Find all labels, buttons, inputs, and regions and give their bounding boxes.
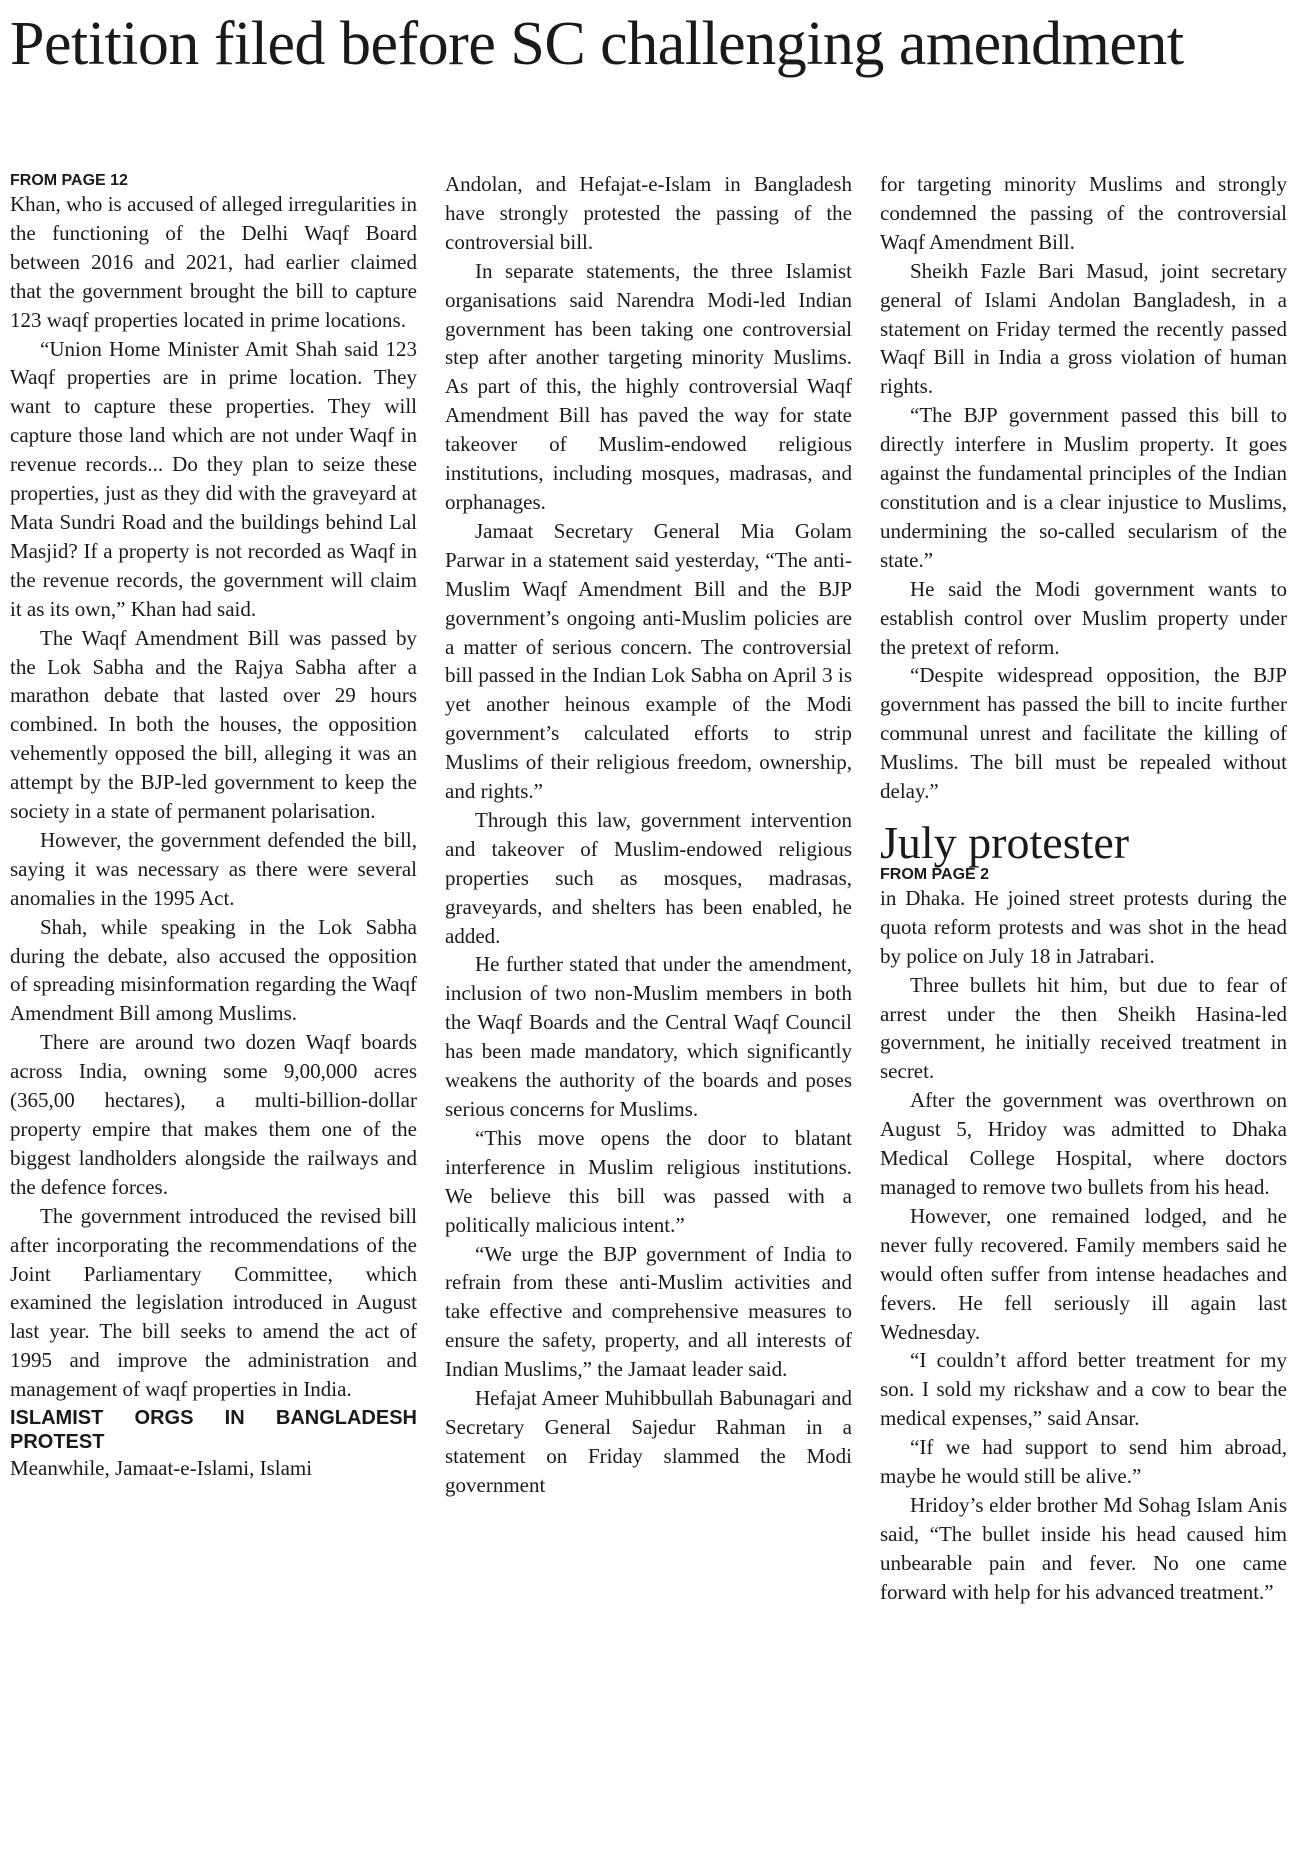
article-column-3 [880,170,1287,1607]
paragraph: Khan, who is accused of alleged irregularities in the functioning of the Delhi Waqf Board between 2016 and 2021, had earlier claimed that the government brought the bill to capture 123 waqf properties located in prime locations. [10,192,417,332]
paragraph: He said the Modi government wants to establish control over Muslim property under the pretext of reform. [880,576,1287,659]
paragraph: After the government was overthrown on August 5, Hridoy was admitted to Dhaka Medical College Hospital, where doctors managed to remove two bullets from his head. [880,1088,1287,1199]
paragraph: However, one remained lodged, and he never fully recovered. Family members said he would often suffer from intense headaches and fevers. He fell seriously ill again last Wednesday. [880,1203,1287,1344]
paragraph: Shah, while speaking in the Lok Sabha during the debate, also accused the opposition of spreading misinformation regarding the Waqf Amendment Bill among Muslims. [10,914,417,1026]
from-page-tag: FROM PAGE 12 [10,172,128,189]
paragraph: “This move opens the door to blatant interference in Muslim religious institutions. We believe this bill was passed with a politically malicious intent.” [445,1125,852,1237]
paragraph: “I couldn’t afford better treatment for my son. I sold my rickshaw and a cow to bear the medical expenses,” said Ansar. [880,1348,1287,1431]
paragraph: for targeting minority Muslims and strongly condemned the passing of the controversial Waqf Amendment Bill. [880,172,1287,254]
headline: Petition filed before SC challenging amendment [10,10,1184,78]
paragraph: The government introduced the revised bill after incorporating the recommendations of the Joint Parliamentary Committee, which examined the legislation introduced in August last year. The bill seeks to amend the act of 1995 and improve the administration and management of waqf properties in India. [10,1203,417,1402]
subheading: ISLAMIST ORGS IN BANGLADESH PROTEST [10,1407,417,1454]
paragraph: “Despite widespread opposition, the BJP government has passed the bill to incite further communal unrest and facilitate the killing of Muslims. The bill must be repealed without delay.” [880,663,1287,804]
paragraph: He further stated that under the amendment, inclusion of two non-Muslim members in both the Waqf Boards and the Central Waqf Council has been made mandatory, which significantly weakens the authority of the boards and poses serious concerns for Muslims. [445,952,852,1121]
paragraph: “The BJP government passed this bill to directly interfere in Muslim property. It goes against the fundamental principles of the Indian constitution and is a clear injustice to Muslims, undermining the so-called secularism of the state.” [880,403,1287,572]
article-column-2 [445,170,852,1500]
from-page-tag: FROM PAGE 2 [880,865,990,883]
paragraph: However, the government defended the bill, saying it was necessary as there were several anomalies in the 1995 Act. [10,827,417,910]
paragraph: Through this law, government intervention and takeover of Muslim-endowed religious properties such as mosques, madrasas, graveyards, and shelters has been enabled, he added. [445,807,852,948]
section-headline: July protester [880,816,1130,868]
paragraph: Meanwhile, Jamaat-e-Islami, Islami [10,1456,313,1481]
paragraph: Sheikh Fazle Bari Masud, joint secretary general of Islami Andolan Bangladesh, in a statement on Friday termed the recently passed Waqf Bill in India a gross violation of human rights. [880,258,1287,399]
paragraph: Hridoy’s elder brother Md Sohag Islam Anis said, “The bullet inside his head caused him unbearable pain and fever. No one came forward with help for his advanced treatment.” [880,1492,1287,1604]
article-column-1 [10,172,417,1483]
paragraph: In separate statements, the three Islamist organisations said Narendra Modi-led Indian government has been taking one controversial step after another targeting minority Muslims. As part of this, the highly controversial Waqf Amendment Bill has paved the way for state takeover of Muslim-endowed religious institutions, including mosques, madrasas, and orphanages. [445,258,852,514]
paragraph: Andolan, and Hefajat-e-Islam in Bangladesh have strongly protested the passing of the controversial bill. [445,172,852,254]
paragraph: Jamaat Secretary General Mia Golam Parwar in a statement said yesterday, “The anti-Muslim Waqf Amendment Bill and the BJP government’s ongoing anti-Muslim policies are a matter of serious concern. The controversial bill passed in the Indian Lok Sabha on April 3 is yet another heinous example of the Modi government’s calculated efforts to strip Muslims of their religious freedom, ownership, and rights.” [445,518,852,804]
paragraph: There are around two dozen Waqf boards across India, owning some 9,00,000 acres (365,00 hectares), a multi-billion-dollar property empire that makes them one of the biggest landholders alongside the railways and the defence forces. [10,1030,417,1199]
paragraph: Hefajat Ameer Muhibbullah Babunagari and Secretary General Sajedur Rahman in a statement on Friday slammed the Modi government [445,1386,852,1497]
paragraph: “Union Home Minister Amit Shah said 123 Waqf properties are in prime location. They want to capture these properties. They will capture those land which are not under Waqf in revenue records... Do they plan to seize these properties, just as they did with the graveyard at Mata Sundri Road and the buildings behind Lal Masjid? If a property is not recorded as Waqf in the revenue records, the government will claim it as its own,” Khan had said. [10,336,417,621]
paragraph: Three bullets hit him, but due to fear of arrest under the then Sheikh Hasina-led government, he initially received treatment in secret. [880,972,1287,1084]
paragraph: “We urge the BJP government of India to refrain from these anti-Muslim activities and take effective and comprehensive measures to ensure the safety, property, and all interests of Indian Muslims,” the Jamaat leader said. [445,1241,852,1382]
paragraph: “If we had support to send him abroad, maybe he would still be alive.” [880,1435,1287,1489]
paragraph: in Dhaka. He joined street protests during the quota reform protests and was shot in the head by police on July 18 in Jatrabari. [880,885,1287,968]
paragraph: The Waqf Amendment Bill was passed by the Lok Sabha and the Rajya Sabha after a marathon debate that lasted over 29 hours combined. In both the houses, the opposition vehemently opposed the bill, alleging it was an attempt by the BJP-led government to keep the society in a state of permanent polarisation. [10,625,417,824]
